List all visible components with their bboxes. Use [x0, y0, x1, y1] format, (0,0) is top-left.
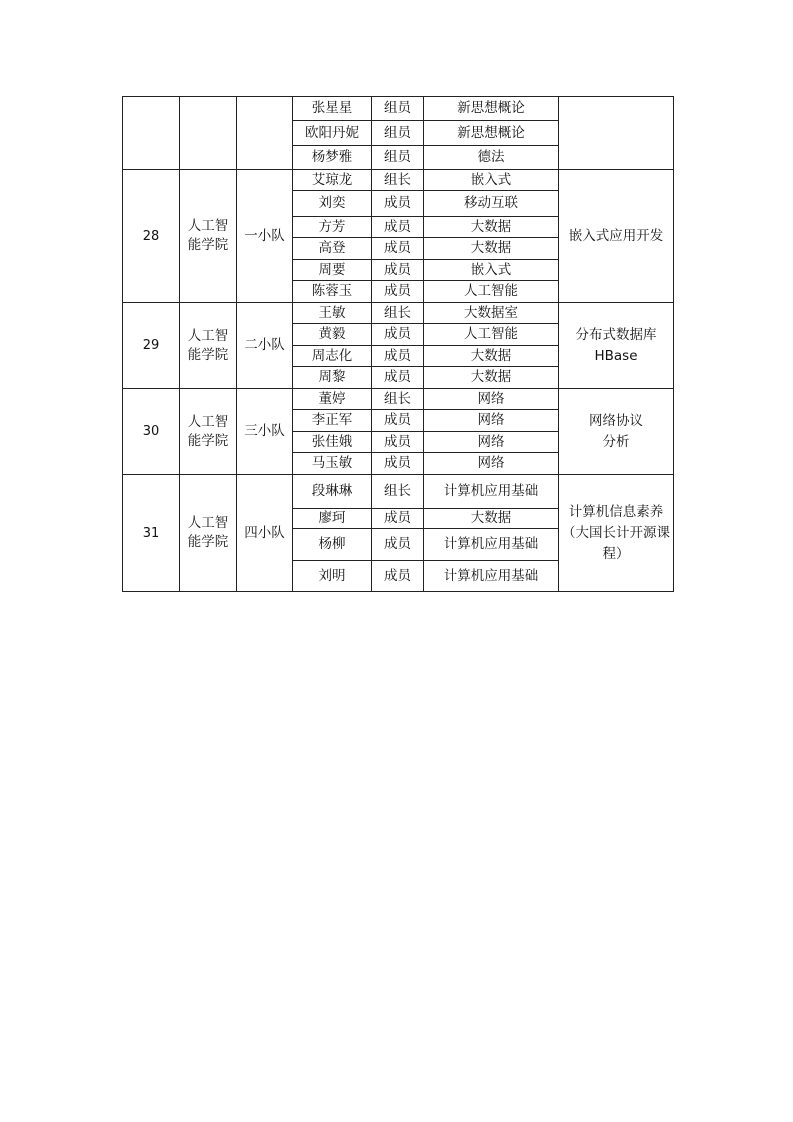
team-cell: 三小队 [237, 389, 293, 475]
member-name-cell: 董婷 [293, 389, 372, 410]
member-name-cell: 黄毅 [293, 324, 372, 346]
member-direction-cell: 网络 [424, 389, 559, 410]
table-row [123, 475, 674, 509]
project-cell [559, 389, 674, 475]
member-name-cell: 马玉敏 [293, 453, 372, 475]
member-direction-cell: 嵌入式 [424, 260, 559, 281]
member-direction-cell: 计算机应用基础 [424, 529, 559, 561]
member-role-cell: 组长 [372, 303, 424, 324]
project-cell [559, 97, 674, 170]
project-cell: 嵌入式应用开发 [559, 170, 674, 303]
group-number-cell: 31 [123, 475, 180, 592]
member-role-cell: 组长 [372, 475, 424, 509]
member-name-cell: 张星星 [293, 97, 372, 121]
project-subtitle: （大国长计开源课 [562, 524, 670, 541]
member-name-cell: 刘奕 [293, 191, 372, 217]
table-row [123, 97, 674, 121]
member-direction-cell: 网络 [424, 453, 559, 475]
team-cell [237, 97, 293, 170]
project-cell [559, 475, 674, 592]
member-direction-cell: 德法 [424, 146, 559, 170]
member-role-cell: 成员 [372, 561, 424, 592]
member-name-cell: 杨梦雅 [293, 146, 372, 170]
member-direction-cell: 大数据 [424, 217, 559, 238]
member-direction-cell: 新思想概论 [424, 121, 559, 146]
member-name-cell: 王敏 [293, 303, 372, 324]
group-number-cell [123, 97, 180, 170]
member-role-cell: 组员 [372, 121, 424, 146]
member-direction-cell: 大数据 [424, 509, 559, 529]
member-direction-cell: 大数据 [424, 367, 559, 389]
member-role-cell: 成员 [372, 410, 424, 432]
project-cell [559, 303, 674, 389]
team-roster-table [122, 96, 674, 592]
member-direction-cell: 人工智能 [424, 324, 559, 346]
member-direction-cell: 大数据室 [424, 303, 559, 324]
group-number-cell: 29 [123, 303, 180, 389]
member-role-cell: 成员 [372, 324, 424, 346]
project-subtitle: HBase [594, 347, 638, 364]
member-direction-cell: 计算机应用基础 [424, 475, 559, 509]
member-role-cell: 成员 [372, 432, 424, 453]
project-subtitle-cont: 程） [602, 545, 630, 562]
member-direction-cell: 网络 [424, 410, 559, 432]
member-direction-cell: 人工智能 [424, 281, 559, 303]
member-direction-cell: 嵌入式 [424, 170, 559, 191]
member-direction-cell: 新思想概论 [424, 97, 559, 121]
college-cell [180, 97, 237, 170]
member-name-cell: 欧阳丹妮 [293, 121, 372, 146]
member-name-cell: 廖珂 [293, 509, 372, 529]
member-direction-cell: 移动互联 [424, 191, 559, 217]
table-row [123, 303, 674, 324]
member-role-cell: 组长 [372, 170, 424, 191]
member-direction-cell: 大数据 [424, 346, 559, 367]
member-role-cell: 成员 [372, 346, 424, 367]
member-role-cell: 组员 [372, 146, 424, 170]
member-name-cell: 陈蓉玉 [293, 281, 372, 303]
member-role-cell: 成员 [372, 191, 424, 217]
team-cell: 一小队 [237, 170, 293, 303]
project-subtitle: 分析 [602, 433, 630, 450]
member-name-cell: 刘明 [293, 561, 372, 592]
college-text: 人工智能学院 [187, 218, 229, 253]
member-role-cell: 组员 [372, 97, 424, 121]
member-name-cell: 艾琼龙 [293, 170, 372, 191]
member-direction-cell: 网络 [424, 432, 559, 453]
member-name-cell: 段琳琳 [293, 475, 372, 509]
college-text: 人工智能学院 [187, 413, 229, 449]
member-role-cell: 成员 [372, 509, 424, 529]
college-cell [180, 389, 237, 475]
member-name-cell: 李正军 [293, 410, 372, 432]
member-role-cell: 成员 [372, 281, 424, 303]
member-direction-cell: 大数据 [424, 238, 559, 260]
member-name-cell: 周志化 [293, 346, 372, 367]
project-title: 分布式数据库 [575, 326, 657, 343]
member-role-cell: 成员 [372, 217, 424, 238]
project-title: 计算机信息素养 [568, 503, 664, 520]
member-role-cell: 成员 [372, 453, 424, 475]
project-title: 网络协议 [589, 412, 643, 429]
member-name-cell: 方芳 [293, 217, 372, 238]
college-text: 人工智能学院 [187, 327, 229, 363]
member-name-cell: 高登 [293, 238, 372, 260]
member-role-cell: 成员 [372, 367, 424, 389]
group-number-cell: 28 [123, 170, 180, 303]
member-role-cell: 成员 [372, 260, 424, 281]
college-cell [180, 170, 237, 303]
team-cell: 二小队 [237, 303, 293, 389]
member-name-cell: 张佳娥 [293, 432, 372, 453]
college-cell [180, 303, 237, 389]
member-role-cell: 成员 [372, 529, 424, 561]
team-cell: 四小队 [237, 475, 293, 592]
group-number-cell: 30 [123, 389, 180, 475]
member-name-cell: 周黎 [293, 367, 372, 389]
college-text: 人工智能学院 [187, 515, 229, 550]
college-cell [180, 475, 237, 592]
member-role-cell: 成员 [372, 238, 424, 260]
member-direction-cell: 计算机应用基础 [424, 561, 559, 592]
table-row [123, 389, 674, 410]
member-name-cell: 杨柳 [293, 529, 372, 561]
table-row [123, 170, 674, 191]
member-role-cell: 组长 [372, 389, 424, 410]
member-name-cell: 周要 [293, 260, 372, 281]
